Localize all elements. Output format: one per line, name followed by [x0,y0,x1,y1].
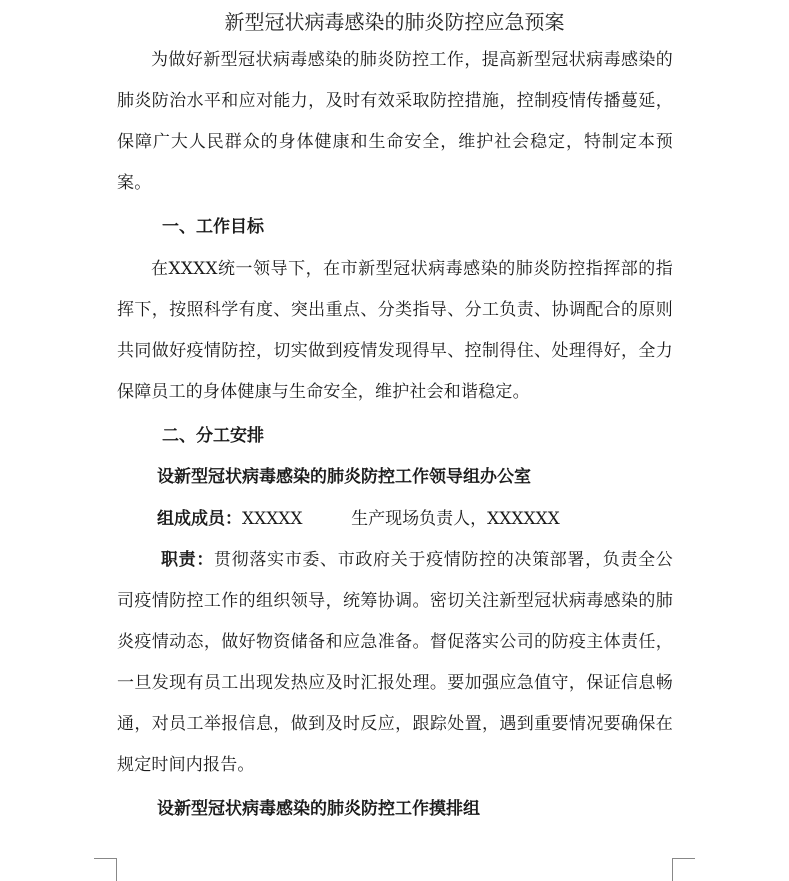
members-label: 组成成员： [157,509,242,529]
crop-mark-right [672,858,695,881]
group-title-screening: 设新型冠状病毒感染的肺炎防控工作摸排组 [157,799,480,819]
section-heading-work-goal: 一、工作目标 [162,217,264,237]
duty-paragraph [117,540,673,786]
members-line [157,499,560,540]
page-title: 新型冠状病毒感染的肺炎防控应急预案 [224,10,565,34]
section-heading-division: 二、分工安排 [162,426,264,446]
crop-mark-left [94,858,117,881]
duty-text: 贯彻落实市委、市政府关于疫情防控的决策部署，负责全公司疫情防控工作的组织领导，统筹协调。密切关注新型冠状病毒感染的肺炎疫情动态，做好物资储备和应急准备。督促落实公司的防疫主体责任，一旦发现有员工出现发热应及时汇报处理。要加强应急值守，保证信息畅通，对员工举报信息，做到及时反应，跟踪处置，遇到重要情况要确保在规定时间内报告。 [117,550,673,775]
intro-paragraph: 为做好新型冠状病毒感染的肺炎防控工作，提高新型冠状病毒感染的肺炎防治水平和应对能力，及时有效采取防控措施，控制疫情传播蔓延，保障广大人民群众的身体健康和生命安全，维护社会稳定，特制定本预案。 [117,50,673,193]
duty-label: 职责： [161,550,215,570]
work-goal-paragraph: 在XXXX统一领导下，在市新型冠状病毒感染的肺炎防控指挥部的指挥下，按照科学有度、突出重点、分类指导、分工负责、协调配合的原则共同做好疫情防控，切实做到疫情发现得早、控制得住、处理得好，全力保障员工的身体健康与生命安全，维护社会和谐稳定。 [117,259,673,402]
members-value: XXXXX 生产现场负责人，XXXXXX [242,509,560,529]
group-title-office: 设新型冠状病毒感染的肺炎防控工作领导组办公室 [157,467,531,487]
